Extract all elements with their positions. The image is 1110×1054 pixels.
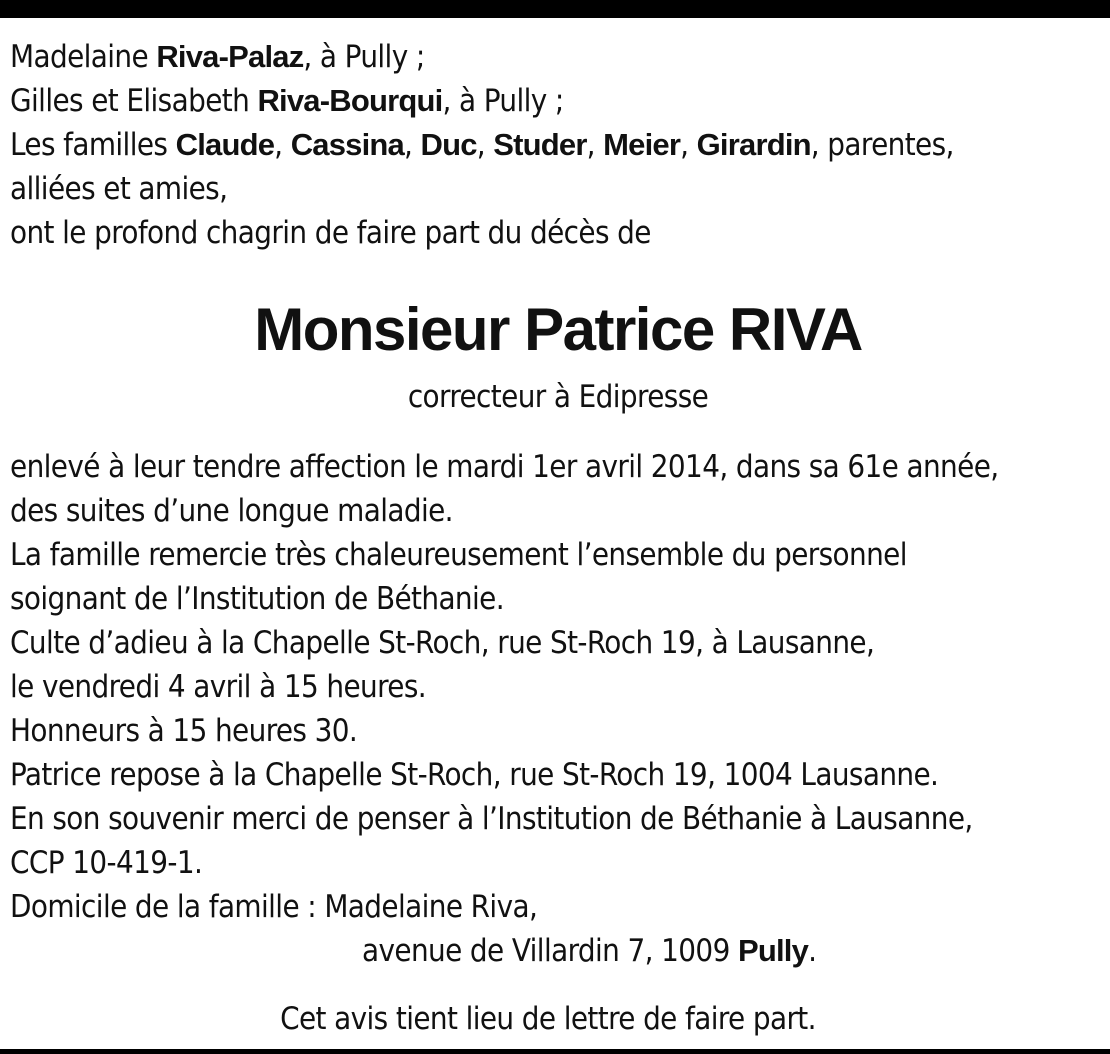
family-name: Duc xyxy=(420,127,477,162)
text: , xyxy=(274,127,291,163)
body-line: des suites d’une longue maladie. xyxy=(10,493,453,529)
family-line-5: ont le profond chagrin de faire part du décès de xyxy=(10,215,651,251)
obituary-notice xyxy=(10,35,1106,1041)
top-rule xyxy=(0,0,1110,18)
deceased-name: Monsieur Patrice RIVA xyxy=(254,296,862,363)
family-name: Riva-Palaz xyxy=(156,39,304,74)
body-line: enlevé à leur tendre affection le mardi 1er avril 2014, dans sa 61e année, xyxy=(10,449,999,485)
family-name: Riva-Bourqui xyxy=(257,83,443,118)
text: Les familles xyxy=(10,127,176,163)
body-line: Patrice repose à la Chapelle St-Roch, rue St-Roch 19, 1004 Lausanne. xyxy=(10,757,939,793)
family-name: Meier xyxy=(603,127,681,162)
body-line: le vendredi 4 avril à 15 heures. xyxy=(10,669,427,705)
text: , à Pully ; xyxy=(442,83,564,119)
text: avenue de Villardin 7, 1009 xyxy=(362,933,738,969)
text: , xyxy=(680,127,697,163)
text: , xyxy=(476,127,494,163)
body-line: Honneurs à 15 heures 30. xyxy=(10,713,358,749)
family-address xyxy=(10,929,1106,973)
family-line-4: alliées et amies, xyxy=(10,171,228,207)
family-name: Claude xyxy=(175,127,275,162)
text: , à Pully ; xyxy=(303,39,425,75)
body-line: Domicile de la famille : Madelaine Riva, xyxy=(10,889,538,925)
text: Madelaine xyxy=(10,39,157,75)
family-name: Studer xyxy=(493,127,587,162)
body-line: La famille remercie très chaleureusement l’ensemble du personnel xyxy=(10,537,907,573)
body-line: En son souvenir merci de penser à l’Institution de Béthanie à Lausanne, xyxy=(10,801,973,837)
family-name: Cassina xyxy=(290,127,404,162)
text: . xyxy=(808,933,817,969)
body-line: Culte d’adieu à la Chapelle St-Roch, rue St-Roch 19, à Lausanne, xyxy=(10,625,875,661)
family-name: Girardin xyxy=(696,127,811,162)
closing-note: Cet avis tient lieu de lettre de faire part. xyxy=(280,1001,816,1037)
family-line-2 xyxy=(10,79,1106,123)
family-line-3 xyxy=(10,123,1106,167)
body-line: soignant de l’Institution de Béthanie. xyxy=(10,581,504,617)
body-line: CCP 10-419-1. xyxy=(10,845,203,881)
bottom-rule xyxy=(0,1049,1110,1054)
text: , parentes, xyxy=(810,127,954,163)
deceased-profession: correcteur à Edipresse xyxy=(407,379,709,415)
text: , xyxy=(586,127,604,163)
text: Gilles et Elisabeth xyxy=(10,83,258,119)
text: , xyxy=(404,127,421,163)
notice-body xyxy=(10,445,1106,973)
family-line-1 xyxy=(10,35,1106,79)
address-city: Pully xyxy=(737,933,809,968)
